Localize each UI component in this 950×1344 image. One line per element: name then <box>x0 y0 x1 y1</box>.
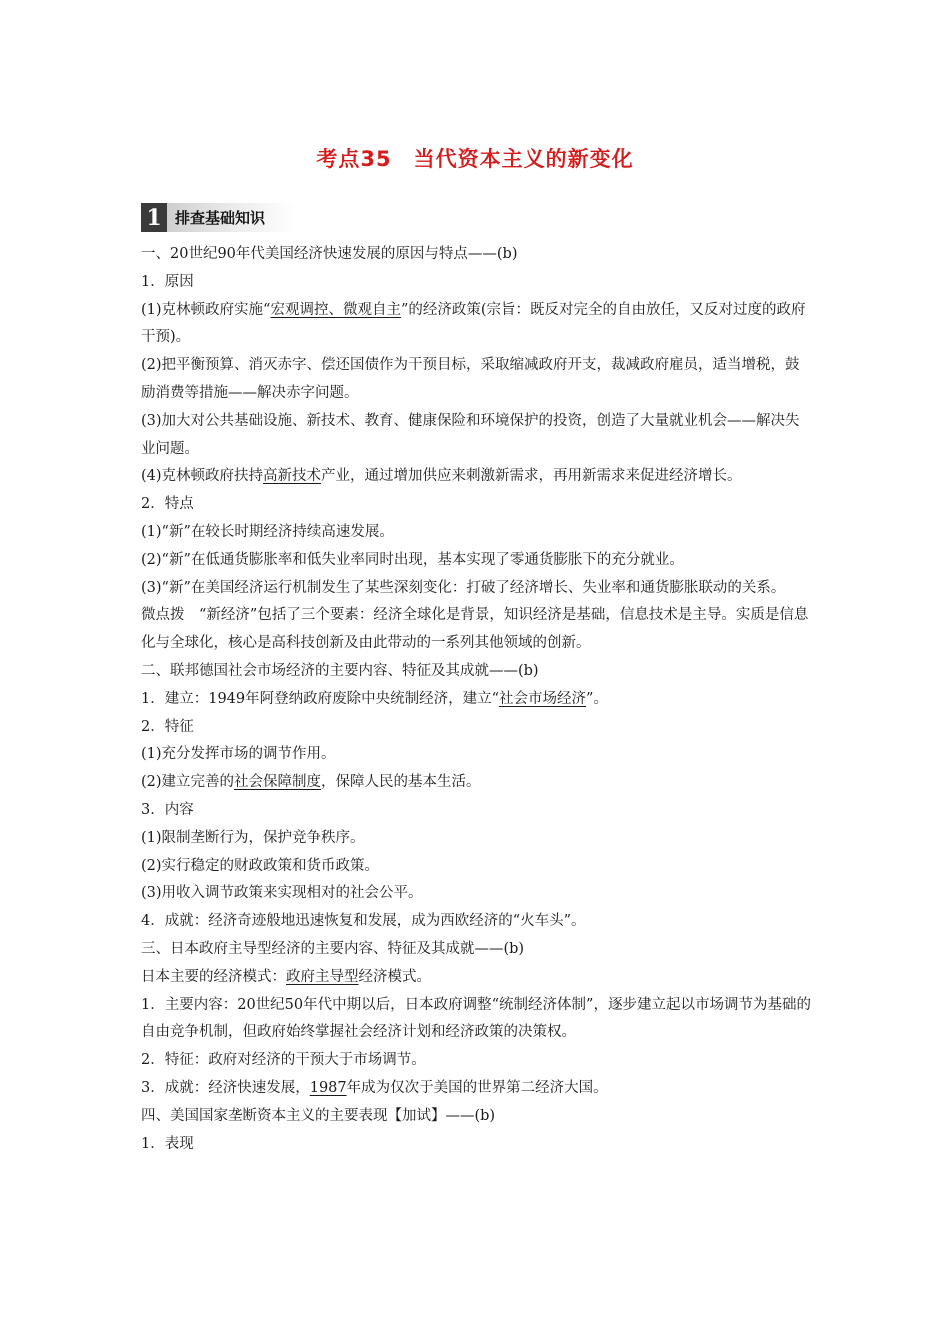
paragraph <box>141 1103 811 1131</box>
text-run: 日本主要的经济模式： <box>141 968 286 985</box>
paragraph <box>141 769 811 797</box>
text-run: 一、20世纪90年代美国经济快速发展的原因与特点——(b) <box>141 246 518 262</box>
paragraph <box>141 741 811 769</box>
text-run: 年成为仅次于美国的世界第二经济大国。 <box>346 1079 608 1096</box>
paragraph <box>141 714 811 742</box>
paragraph <box>141 463 811 491</box>
text-run: (2)“新”在低通货膨胀率和低失业率同时出现，基本实现了零通货膨胀下的充分就业。 <box>141 551 684 568</box>
text-run: 四、美国国家垄断资本主义的主要表现【加试】——(b) <box>141 1107 496 1124</box>
paragraph <box>141 602 811 658</box>
paragraph <box>141 880 811 908</box>
underlined-keyword: 政府主导型 <box>286 968 359 985</box>
paragraph <box>141 297 811 353</box>
text-run: (3)“新”在美国经济运行机制发生了某些深刻变化：打破了经济增长、失业率和通货膨胀联动的关系。 <box>141 579 786 596</box>
underlined-keyword: 1987 <box>309 1079 347 1096</box>
text-run: 3．成就：经济快速发展， <box>141 1079 310 1096</box>
text-run: ，保障人民的基本生活。 <box>321 774 481 791</box>
body-text <box>141 241 811 1158</box>
paragraph <box>141 575 811 603</box>
underlined-keyword: 社会保障制度 <box>234 774 322 791</box>
page-title: 考点35 当代资本主义的新变化 <box>316 147 634 171</box>
text-run: (2)建立完善的 <box>141 774 235 791</box>
text-run: 2．特征 <box>141 718 194 735</box>
text-run: 微点拨 “新经济”包括了三个要素：经济全球化是背景，知识经济是基础，信息技术是主导。实质是信息化与全球化，核心是高科技创新及由此带动的一系列其他领域的创新。 <box>141 607 809 652</box>
underlined-keyword: 宏观调控、微观自主 <box>270 301 401 318</box>
text-run: 1．表现 <box>141 1135 194 1152</box>
paragraph <box>141 269 811 297</box>
text-run: (3)加大对公共基础设施、新技术、教育、健康保险和环境保护的投资，创造了大量就业机会——解决失业问题。 <box>141 412 800 457</box>
text-run: (3)用收入调节政策来实现相对的社会公平。 <box>141 885 423 902</box>
paragraph <box>141 936 811 964</box>
paragraph <box>141 352 811 408</box>
text-run: 1．建立：1949年阿登纳政府废除中央统制经济，建立“ <box>141 690 500 707</box>
text-run: 2．特点 <box>141 496 194 513</box>
text-run: 经济模式。 <box>358 968 431 985</box>
paragraph <box>141 519 811 547</box>
paragraph <box>141 547 811 575</box>
paragraph <box>141 686 811 714</box>
paragraph <box>141 825 811 853</box>
underlined-keyword: 高新技术 <box>263 468 322 485</box>
paragraph <box>141 853 811 881</box>
text-run: (1)“新”在较长时期经济持续高速发展。 <box>141 523 394 540</box>
text-run: (2)实行稳定的财政政策和货币政策。 <box>141 857 380 874</box>
text-run: 二、联邦德国社会市场经济的主要内容、特征及其成就——(b) <box>141 662 539 679</box>
text-run: (1)克林顿政府实施“ <box>141 301 271 318</box>
text-run: (2)把平衡预算、消灭赤字、偿还国债作为干预目标，采取缩减政府开支，裁减政府雇员，适当增税，鼓励消费等措施——解决赤字问题。 <box>141 357 800 401</box>
paragraph <box>141 1131 811 1159</box>
text-run: ”的经济政策(宗旨：既反对完全的自由放任，又反对过度的政府干预)。 <box>141 301 806 346</box>
text-run: ”。 <box>586 690 608 707</box>
text-run: 2．特征：政府对经济的干预大于市场调节。 <box>141 1052 426 1069</box>
section-label: 排查基础知识 <box>167 203 296 232</box>
paragraph <box>141 992 811 1048</box>
text-run: 3．内容 <box>141 801 194 818</box>
paragraph <box>141 408 811 464</box>
paragraph <box>141 658 811 686</box>
paragraph <box>141 1075 811 1103</box>
paragraph <box>141 241 811 269</box>
underlined-keyword: 社会市场经济 <box>499 690 587 707</box>
text-run: 1．主要内容：20世纪50年代中期以后，日本政府调整“统制经济体制”，逐步建立起以市场调节为基础的自由竞争机制，但政府始终掌握社会经济计划和经济政策的决策权。 <box>141 996 811 1041</box>
section-number: 1 <box>141 203 167 232</box>
paragraph <box>141 1047 811 1075</box>
text-run: 1．原因 <box>141 273 194 290</box>
text-run: (4)克林顿政府扶持 <box>141 468 264 485</box>
text-run: 4．成就：经济奇迹般地迅速恢复和发展，成为西欧经济的“火车头”。 <box>141 913 586 930</box>
paragraph <box>141 491 811 519</box>
paragraph <box>141 797 811 825</box>
text-run: (1)充分发挥市场的调节作用。 <box>141 746 336 763</box>
text-run: 三、日本政府主导型经济的主要内容、特征及其成就——(b) <box>141 940 525 957</box>
text-run: 产业，通过增加供应来刺激新需求，再用新需求来促进经济增长。 <box>321 468 742 485</box>
text-run: (1)限制垄断行为，保护竞争秩序。 <box>141 829 365 846</box>
paragraph <box>141 964 811 992</box>
paragraph <box>141 908 811 936</box>
section-heading <box>141 203 296 232</box>
